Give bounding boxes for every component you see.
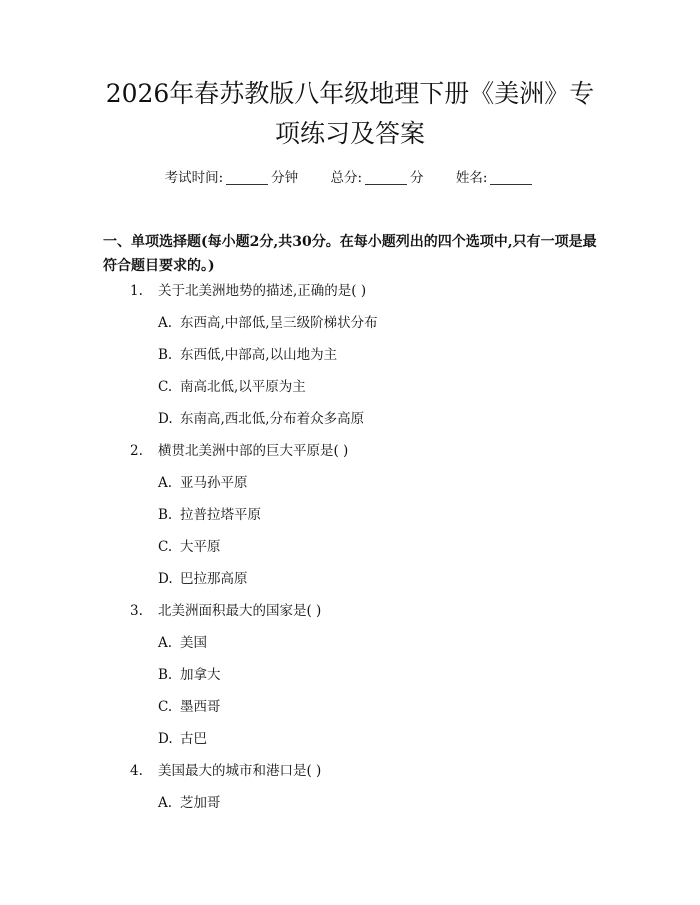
- exam-time-label: 考试时间:: [164, 170, 224, 186]
- question: [130, 281, 366, 301]
- option: [158, 377, 306, 397]
- option: [158, 537, 221, 557]
- option: [158, 409, 364, 429]
- option-letter: A.: [158, 795, 173, 811]
- option-text: 墨西哥: [180, 699, 221, 715]
- option-text: 南高北低,以平原为主: [180, 379, 306, 395]
- question-number: 1.: [130, 283, 143, 299]
- option-text: 大平原: [180, 539, 221, 555]
- option-letter: D.: [158, 731, 173, 747]
- option: [158, 793, 221, 813]
- option-text: 东西低,中部高,以山地为主: [180, 347, 338, 363]
- option-letter: A.: [158, 315, 173, 331]
- option-letter: A.: [158, 635, 173, 651]
- name-field: [456, 168, 536, 188]
- question-text: 关于北美洲地势的描述,正确的是( ): [158, 283, 367, 299]
- option-letter: B.: [158, 667, 173, 683]
- option-letter: C.: [158, 699, 173, 715]
- title-line-1: 2026年春苏教版八年级地理下册《美洲》专: [105, 79, 595, 108]
- option-letter: D.: [158, 571, 173, 587]
- question-number: 3.: [130, 603, 143, 619]
- exam-info-line: [0, 168, 700, 188]
- option-text: 美国: [180, 635, 207, 651]
- exam-time-field: [165, 168, 299, 188]
- option: [158, 505, 261, 525]
- option-text: 东西高,中部低,呈三级阶梯状分布: [180, 315, 378, 331]
- option: [158, 313, 378, 333]
- option: [158, 665, 221, 685]
- name-label: 姓名:: [455, 170, 488, 186]
- option-text: 芝加哥: [180, 795, 221, 811]
- total-score-label: 总分:: [330, 170, 363, 186]
- option-text: 古巴: [180, 731, 207, 747]
- section-heading: 一、单项选择题(每小题2分,共30分。在每小题列出的四个选项中,只有一项是最符合题目要求的。): [103, 234, 597, 274]
- option: [158, 633, 207, 653]
- question-text: 北美洲面积最大的国家是( ): [158, 603, 322, 619]
- option-text: 巴拉那高原: [180, 571, 248, 587]
- option: [158, 569, 248, 589]
- question-number: 4.: [130, 763, 143, 779]
- option-text: 拉普拉塔平原: [180, 507, 261, 523]
- total-score-field: [330, 168, 423, 188]
- option-letter: D.: [158, 411, 173, 427]
- option-letter: C.: [158, 539, 173, 555]
- name-blank: [490, 170, 532, 185]
- option-letter: B.: [158, 507, 173, 523]
- option-letter: C.: [158, 379, 173, 395]
- question: [130, 441, 348, 461]
- option: [158, 697, 221, 717]
- question: [130, 761, 321, 781]
- question-text: 横贯北美洲中部的巨大平原是( ): [158, 443, 349, 459]
- option-letter: A.: [158, 475, 173, 491]
- option: [158, 729, 207, 749]
- option-text: 加拿大: [180, 667, 221, 683]
- option: [158, 473, 248, 493]
- option: [158, 345, 337, 365]
- option-text: 东南高,西北低,分布着众多高原: [180, 411, 365, 427]
- total-score-unit: 分: [410, 170, 424, 186]
- option-text: 亚马孙平原: [180, 475, 248, 491]
- title-line-2: 项练习及答案: [274, 119, 425, 148]
- question: [130, 601, 321, 621]
- question-number: 2.: [130, 443, 143, 459]
- option-letter: B.: [158, 347, 173, 363]
- document-title: [90, 74, 610, 154]
- exam-time-blank: [226, 170, 268, 185]
- total-score-blank: [365, 170, 407, 185]
- exam-time-unit: 分钟: [271, 170, 299, 186]
- question-text: 美国最大的城市和港口是( ): [158, 763, 322, 779]
